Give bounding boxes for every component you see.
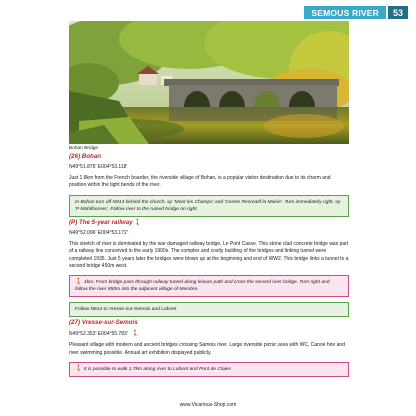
walker-icon: 🚶	[131, 331, 140, 338]
railway-title: (P) The 5-year railway	[69, 218, 133, 226]
chapter-title: SEMOUS RIVER	[304, 6, 386, 19]
gps-coords-railway	[69, 230, 349, 236]
walk-note-railway	[69, 275, 349, 297]
paragraph-vresse: Pleasant village with modern and ancient bridges crossing Samois river. Large riverside picnic area with WC, Canoe hire and river swimming possible. Annual art exhibition displayed publicly.	[69, 342, 345, 356]
page-number: 53	[388, 6, 408, 19]
section-title-vresse: (27) Vresse-sur-Semois	[69, 319, 138, 327]
footer-url[interactable]: www.Vicarious-Shop.com	[179, 402, 237, 408]
walker-icon: 🚶	[134, 219, 142, 226]
section-title-railway	[69, 219, 349, 226]
photo-caption: Bohan Bridge	[69, 146, 99, 151]
page-content	[69, 146, 349, 377]
page-header	[304, 6, 408, 19]
directions-note-bohan: In Bohan turn off N914 behind the church, sp 'Mont les Champs' and 'Centre Recreatif la Mairie'. Turn immediately right, sp 'P Mobilhomes'. Follow river to the ruined bridge on right.	[69, 195, 349, 217]
gps-coords-vresse	[69, 330, 349, 337]
walk-note-vresse	[69, 362, 349, 377]
coords-text: N49°52.096' E004°53.172'	[69, 229, 128, 236]
bridge-illustration	[69, 21, 349, 144]
walk-note-text: 1km. From bridge pass through railway tunnel along leisure path and cross the second river bridge. Turn right and follow the river 850m into the adjacent village of Membre.	[75, 280, 330, 293]
gps-coords-bohan	[69, 164, 349, 170]
coords-text: N49°52.353' E004°55.783'	[69, 330, 128, 337]
bohan-bridge-photo	[69, 21, 349, 144]
walker-icon: 🚶	[75, 279, 83, 286]
section-title-bohan: (26) Bohan	[69, 153, 101, 160]
walk-note-text: It is possible to walk 1.7km along river to Laforet and Pont de Claies	[83, 367, 231, 373]
directions-note-railway: Follow N914 to Vresse-sur-Semois and Laforet	[69, 302, 349, 317]
coords-text: N49°51.876' E004°53.118'	[69, 164, 128, 170]
paragraph-bohan: Just 1.8km from the French boarder, the riverside village of Bohan, is a popular visitor destination due to its charm and position within the tight bends of the river.	[69, 175, 331, 189]
walker-icon: 🚶	[75, 366, 83, 373]
paragraph-railway: This stretch of river is dominated by the war damaged railway bridge, Le Pont Casse. This stone clad concrete bridge was part of a railway line conceived in the early 1900s. The complex and costly building of the bridges and linking tunnel were completed 1935. Just 5 years later the bridges were blown up at the beginning and end of WW2. This bridge links a tunnel to a second bridge 450m west.	[69, 240, 349, 270]
